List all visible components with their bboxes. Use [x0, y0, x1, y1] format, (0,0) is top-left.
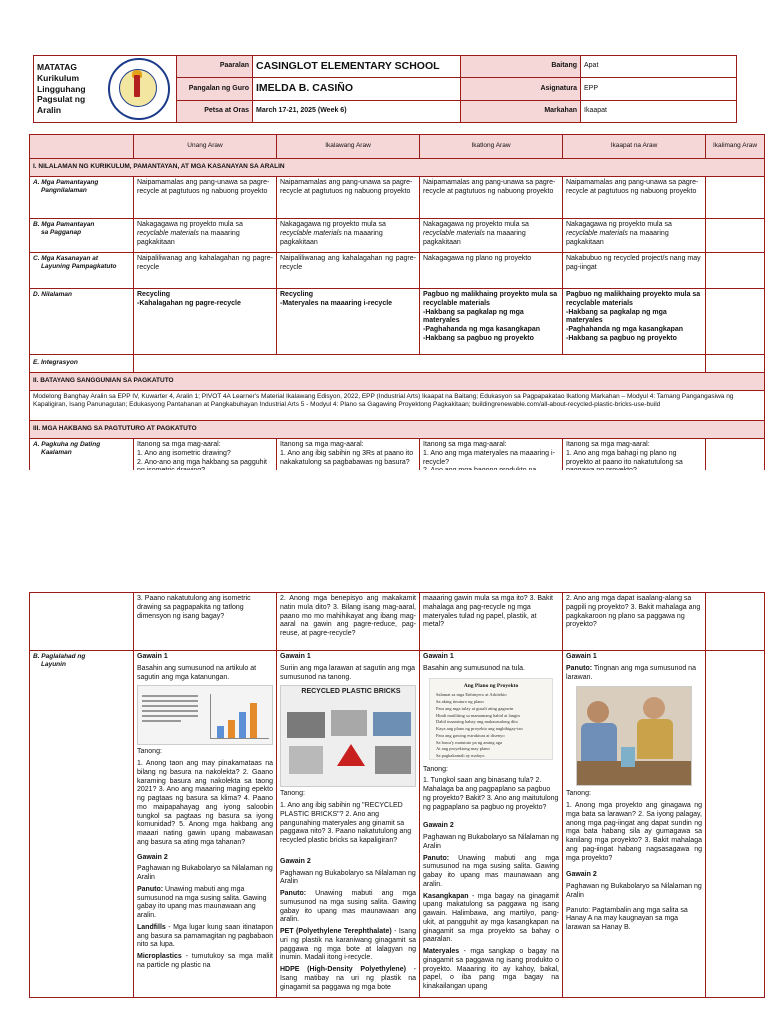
poem-line: Kaya ang plano ng proyekto ang nagbibigay-tao: [436, 726, 523, 732]
poem-line: Para ang mga tulay at gusali ating gagawin: [436, 705, 514, 711]
row-d-day-2: Recycling -Materyales na maaaring i-recycle: [277, 289, 420, 355]
section-1-heading: I. NILALAMAN NG KURIKULUM, PAMANTAYAN, AT MGA KASANAYAN SA ARALIN: [30, 159, 765, 177]
row-a-label: A. Mga Pamantayang Pangnilalaman: [30, 177, 134, 219]
poem-line: Para ang gawing estruktura at disenyo: [436, 732, 505, 738]
paaralan-value: CASINGLOT ELEMENTARY SCHOOL: [253, 56, 461, 78]
header-table: [33, 55, 737, 123]
poster-title: RECYCLED PLASTIC BRICKS: [301, 688, 401, 696]
waste-article-image: [137, 685, 273, 745]
row-pb-day-3: Gawain 1 Basahin ang sumusunod na tula. Ang Plano ng Proyekto Salamat sa mga Enhinyero at Arkitekto Sa aking tinuturo ng plano Para ang mga tulay at gusali ating gagawin Hindi maiiliting sa mamamang bahid at langin Dahil maaaring bahay ang makasasalong dito Kaya ang plano ng proyekto ang nagbibigay-tao Para ang gawing estruktura at disenyo Sa bawa'y matututo pa ng aming aga At ang proyektong may plano Sa pagkakamali ay malayo. Tanong: 1. Tungkol saan ang binasang tula? 2. Mahalaga ba ang pagpaplano sa pagbuo ng proyekto? Bakit? 3. Ano ang maitutulong ng pagpaplano sa pagbuo ng proyekto? Gawain 2 Paghawan ng Bukabolaryo sa Nilalaman ng Aralin Panuto: Unawing mabuti ang mga sumusunod na mga susing salita. Gawing gabay ito upang mas maunawaan ang aralin. Kasangkapan - mga bagay na ginagamit upang makatulong sa paggawa ng isang gawain. Halimbawa, ang martilyo, pang-ukit, at pangguhit ay mga kasangkapan na ginagamit sa mga proyekto sa bahay o paaralan. Materyales - mga sangkap o bagay na ginagamit sa paggawa ng isang produkto o proyekto. Maaaring ito ay kahoy, bakal, papel, o iba pang mga bagay na kinakailangan upang: [420, 651, 563, 998]
row-a-day-5: [706, 177, 765, 219]
poem-line: Sa aking tinuturo ng plano: [436, 699, 484, 705]
row-pb-day-4: Gawain 1 Panuto: Tingnan ang mga sumusunod na larawan. Tanong: 1. Anong mga proyekto ang ginagawa ng mga bata sa larawan? 2. Sa iyong palagay, anong mga pag-iingat ang dapat sundin ng mga bata habang sila ay gumagawa sa kanilang mga proyekto? 3. Bakit mahalaga ang pag-iingat habang nagsasagawa ng mga proyekto? Gawain 2 Paghawan ng Bukabolaryo sa Nilalaman ng Aralin Panuto: Pagtambalin ang mga salita sa Hanay A na may kaugnayan sa mga larawan sa Hanay B.: [563, 651, 706, 998]
poem-line: At ang proyektong may plano: [436, 746, 490, 752]
row-pb-day-5: [706, 651, 765, 998]
deped-seal-icon: [108, 58, 170, 120]
poem-line: Sa bawa'y matututo pa ng aming aga: [436, 739, 503, 745]
poem-line: Dahil maaaring bahay ang makasasalong dito: [436, 719, 518, 725]
col-day-5: Ikalimang Araw: [706, 135, 765, 159]
baitang-value: Apat: [581, 56, 737, 78]
row-c-day-5: [706, 253, 765, 289]
row-b-day-1: Nakagagawa ng proyekto mula sa recyclable materials na maaaring pagkakitaan: [134, 219, 277, 253]
asignatura-label: Asignatura: [461, 78, 581, 101]
row-pb-label: B. Paglalahad ng Layunin: [30, 651, 134, 998]
row-pa-label: A. Pagkuha ng Dating Kaalaman: [30, 439, 134, 479]
row-pb-day-2: Gawain 1 Suriin ang mga larawan at sagutin ang mga sumusunod na tanong. RECYCLED PLASTIC BRICKS Tanong: 1. Ano ang ibig sabihin ng "RECYCLED PLASTIC BRICKS"? 2. Ano ang pangunahing materyales ang ginamit sa paggawa nito? 3. Paano nakatutulong ang recycled plastic bricks sa kapaligiran? Gawain 2 Paghawan ng Bukabolaryo sa Nilalaman ng Aralin Panuto: Unawing mabuti ang mga sumusunod na mga susing salita. Gawing gabay ito upang mas maunawaan ang aralin. PET (Polyethylene Terephthalate) - Isang uri ng plastik na karaniwang ginagamit sa paggawa ng mga bote at lalagyan ng inumin. Madali itong i-recycle. HDPE (High-Density Polyethylene) - Isang matibay na uri ng plastik na ginagamit sa paggawa ng mga bote: [277, 651, 420, 998]
row-pa-day-1: Itanong sa mga mag-aaral: 1. Ano ang isometric drawing? 2. Ano-ano ang mga hakbang sa pagguhit: [134, 439, 277, 479]
deped-seal: [102, 56, 177, 123]
col-day-1: Unang Araw: [134, 135, 277, 159]
row-a-day-3: Naipamamalas ang pang-unawa sa pagre-recycle at pagtutuos ng nabuong proyekto: [420, 177, 563, 219]
row-pa-day-4: Itanong sa mga mag-aaral: 1. Ano ang mga bahagi ng plano ng proyekto at paano ito nakatutulong sa: [563, 439, 706, 479]
markahan-label: Markahan: [461, 101, 581, 123]
row-a-day-2: Naipamamalas ang pang-unawa sa pagre-recycle at pagtutuos ng nabuong proyekto: [277, 177, 420, 219]
row-d-day-4: Pagbuo ng malikhaing proyekto mula sa recyclable materials -Hakbang sa pagkalap ng mga materyales -Paghahanda ng mga kasangkapan -Hakbang sa pagbuo ng proyekto: [563, 289, 706, 355]
cont-day-4: 2. Ano ang mga dapat isaalang-alang sa pagpili ng proyekto? 3. Bakit mahalaga ang pagkakaroon ng plano sa paggawa ng proyekto?: [563, 593, 706, 651]
row-a-day-1: Naipamamalas ang pang-unawa sa pagre-recycle at pagtutuos ng nabuong proyekto: [134, 177, 277, 219]
children-crafting-photo: [576, 686, 692, 786]
row-c-day-3: Nakagagawa ng plano ng proyekto: [420, 253, 563, 289]
col-day-3: Ikatlong Araw: [420, 135, 563, 159]
col-day-4: Ikaapat na Araw: [563, 135, 706, 159]
petsa-value: March 17-21, 2025 (Week 6): [253, 101, 461, 123]
row-b-day-4: Nakagagawa ng proyekto mula sa recyclable materials na maaaring pagkakitaan: [563, 219, 706, 253]
references-text: Modelong Banghay Aralin sa EPP IV, Kuwarter 4, Aralin 1; PIVOT 4A Learner's Material Ikalawang Edisyon, 2022, EPP (Industrial Arts) Ikaapat na Baitang; Edukasyon sa Pagpapakatao Ikatlong Markahan – Modyul 4: Tamang Pangangasiwa ng Kapaligiran, Isang Panunagutan; Edukasyong Pantahanan at Pangkabuhayan Industrial Arts 5 - Modyul 4: Plano sa Gagawing Proyektong Pagkakitaan; buildingrenewable.com/all-about-recycled-plastic-bricks-use-build: [30, 391, 765, 421]
row-e-content: [134, 355, 706, 373]
row-b-day-3: Nakagagawa ng proyekto mula sa recyclable materials na maaaring pagkakitaan: [420, 219, 563, 253]
row-d-day-5: [706, 289, 765, 355]
row-d-day-1: Recycling -Kahalagahan ng pagre-recycle: [134, 289, 277, 355]
poem-box: [429, 678, 553, 760]
row-c-day-4: Nakabubuo ng recycled project/s nang may pag-iingat: [563, 253, 706, 289]
lesson-table: [29, 134, 765, 479]
page-gap: [0, 470, 768, 580]
recycled-plastic-bricks-poster: [280, 685, 416, 787]
cont-day-5: [706, 593, 765, 651]
poem-line: Hindi maiiliting sa mamamang bahid at langin: [436, 712, 520, 718]
poem-title: Ang Plano ng Proyekto: [463, 682, 519, 689]
cont-day-3: maaaring gawin mula sa mga ito? 3. Bakit mahalaga ang pag-recycle ng mga materyales tulad ng papel, plastik, at metal?: [420, 593, 563, 651]
lesson-table-continued: [29, 592, 765, 998]
poem-line: Sa pagkakamali ay malayo.: [436, 753, 486, 759]
asignatura-value: EPP: [581, 78, 737, 101]
page-1: [0, 0, 768, 466]
row-d-label: D. Nilalaman: [30, 289, 134, 355]
markahan-value: Ikaapat: [581, 101, 737, 123]
paaralan-label: Paaralan: [177, 56, 253, 78]
row-b-day-5: [706, 219, 765, 253]
row-pa-day-3: Itanong sa mga mag-aaral: 1. Ano ang mga materyales na maaaring i-recycle?: [420, 439, 563, 479]
bar-chart-thumbnail: [210, 694, 269, 739]
row-pb-day-1: Gawain 1 Basahin ang sumusunod na artikulo at sagutin ang mga katanungan. Tanong: 1. Anong taon ang may pinakamataas na bilang ng basura na nakolekta? 2. Gaano karaming basura ang nakolekta sa taong 2021? 3. Ano ang maaaring maging epekto ng pagtaas ng basura sa klima? 4. Paano mo maipapahayag ang iyong saloobin tungkol sa pagtaas ng basura sa iyong komunidad? 5. Anong mga hakbang ang maaari nating gawin upang mabawasan ang basura sa ating mga tahanan? Gawain 2 Paghawan ng Bukabolaryo sa Nilalaman ng Aralin Panuto: Unawing mabuti ang mga sumusunod na mga susing salita. Gawing gabay ito upang mas maunawaan ang aralin. Landfills - Mga lugar kung saan itinatapon ang basura sa pamamagitan ng pagbabaon nito sa lupa. Microplastics - tumutukoy sa mga maliit na particle ng plastic na: [134, 651, 277, 998]
cont-day-2: 2. Anong mga benepisyo ang makakamit natin mula dito? 3. Bilang isang mag-aaral, paano mo mo mahihikayat ang ibang mag-aaral na gawin ang pagre-reduce, pag-reuse, at pagre-recycle?: [277, 593, 420, 651]
row-e-day-5: [706, 355, 765, 373]
row-c-day-1: Naipaliliwanag ang kahalagahan ng pagre-recycle: [134, 253, 277, 289]
guro-value: IMELDA B. CASIÑO: [253, 78, 461, 101]
row-a-day-4: Naipamamalas ang pang-unawa sa pagre-recycle at pagtutuos ng nabuong proyekto: [563, 177, 706, 219]
col-day-2: Ikalawang Araw: [277, 135, 420, 159]
petsa-label: Petsa at Oras: [177, 101, 253, 123]
poem-line: Salamat sa mga Enhinyero at Arkitekto: [436, 692, 507, 698]
row-d-day-3: Pagbuo ng malikhaing proyekto mula sa recyclable materials -Hakbang sa pagkalap ng mga materyales -Paghahanda ng mga kasangkapan -Hakbang sa pagbuo ng proyekto: [420, 289, 563, 355]
row-b-day-2: Nakagagawa ng proyekto mula sa recyclable materials na maaaring pagkakitaan: [277, 219, 420, 253]
cont-day-1: 3. Paano nakatutulong ang isometric drawing sa pagpapakita ng tatlong dimensyon ng isang bagay?: [134, 593, 277, 651]
row-pa-day-2: Itanong sa mga mag-aaral: 1. Ano ang ibig sabihin ng 3Rs at paano ito nakakatulong sa pagbabawas ng basura?: [277, 439, 420, 479]
row-c-label: C. Mga Kasanayan at Layuning Pampagkatuto: [30, 253, 134, 289]
cont-label: [30, 593, 134, 651]
row-c-day-2: Naipaliliwanag ang kahalagahan ng pagre-recycle: [277, 253, 420, 289]
guro-label: Pangalan ng Guro: [177, 78, 253, 101]
section-3-heading: III. MGA HAKBANG SA PAGTUTURO AT PAGKATUTO: [30, 421, 765, 439]
section-2-heading: II. BATAYANG SANGGUNIAN SA PAGKATUTO: [30, 373, 765, 391]
baitang-label: Baitang: [461, 56, 581, 78]
document-title: MATATAG Kurikulum Lingguhang Pagsulat ng Aralin: [34, 56, 102, 123]
corner-cell: [30, 135, 134, 159]
row-b-label: B. Mga Pamantayan sa Pagganap: [30, 219, 134, 253]
row-e-label: E. Integrasyon: [30, 355, 134, 373]
page-2: [0, 580, 768, 1024]
